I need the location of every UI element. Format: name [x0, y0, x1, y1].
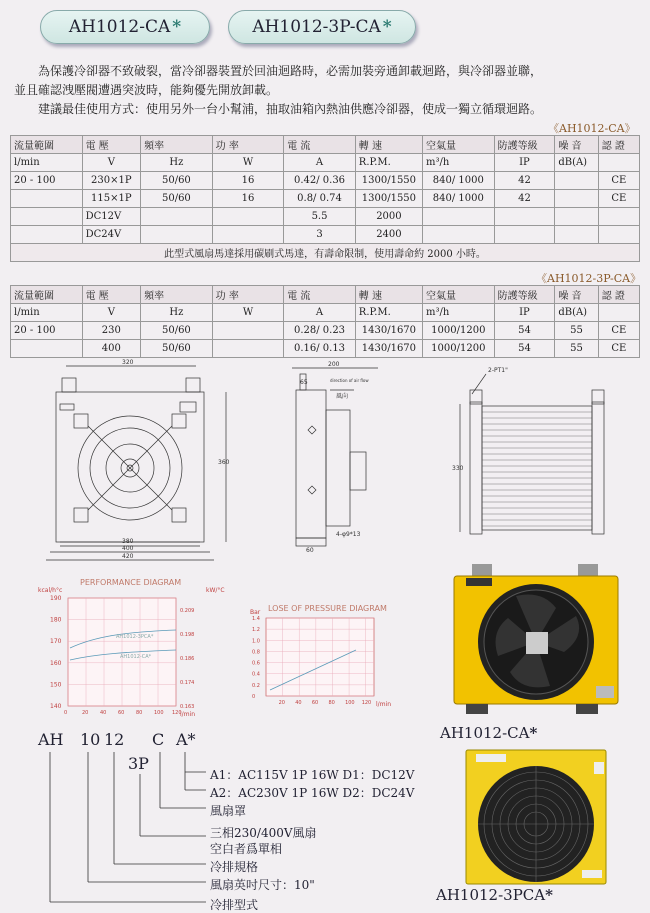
caption-ca-text: AH1012-CA: [440, 724, 530, 742]
intro-line-1: 為保護冷卻器不致破裂，當冷卻器裝置於回油迴路時，必需加裝旁通卸載迴路，與冷卻器並聯，: [38, 64, 543, 78]
side-view: [292, 361, 378, 554]
td: 50/60: [141, 322, 213, 340]
table-row: [11, 172, 640, 190]
intro-line-2: 並且確認洩壓閥遭遇突波時，能夠優先開放卸載。: [14, 83, 279, 97]
th: 空氣量: [423, 286, 495, 304]
dim-front-b2: 400: [122, 545, 134, 552]
table-header-row: [11, 286, 640, 304]
spec-table-ca: [10, 135, 640, 262]
td: 1300/1550: [355, 172, 422, 190]
caption-ca: [440, 724, 537, 742]
th: 防護等級: [494, 136, 555, 154]
pressure-y-tick: 0.6: [252, 660, 260, 667]
dim-front-b1: 380: [122, 538, 134, 545]
model-3pca-label: AH1012-3P-CA: [252, 17, 381, 37]
pressure-x-tick: 80: [328, 700, 335, 706]
model-pill-3pca: [228, 10, 416, 44]
th: 噪 音: [555, 286, 598, 304]
dim-front-b3: 420: [122, 553, 134, 560]
td: [598, 304, 639, 322]
mount-holes-label: 4-φ9*13: [336, 531, 361, 538]
td: [141, 208, 213, 226]
dim-front-top: 320: [122, 359, 134, 366]
td: 5.5: [284, 208, 356, 226]
perf-x-tick: 0: [64, 710, 68, 716]
td: DC24V: [82, 226, 141, 244]
pressure-y-tick: 0: [252, 694, 256, 700]
perf-left-tick: 140: [50, 703, 62, 710]
pressure-x-tick: 100: [345, 700, 355, 706]
td: Hz: [141, 304, 213, 322]
caption-3pca-text: AH1012-3PCA: [436, 886, 546, 904]
th: 頻率: [141, 136, 213, 154]
td: dB(A): [555, 304, 598, 322]
table-note-row: [11, 244, 640, 262]
pressure-y-unit: Bar: [250, 609, 261, 616]
td: 1300/1550: [355, 190, 422, 208]
th: 轉 速: [355, 136, 422, 154]
td: [11, 208, 83, 226]
perf-right-tick: 0.209: [180, 608, 195, 614]
td: Hz: [141, 154, 213, 172]
td: 16: [212, 190, 284, 208]
td: [598, 154, 639, 172]
perf-right-tick: 0.186: [180, 656, 195, 662]
td: V: [82, 154, 141, 172]
td: 0.42/ 0.36: [284, 172, 356, 190]
pressure-y-tick: 1.4: [252, 616, 260, 622]
td: [555, 190, 598, 208]
table-row: [11, 190, 640, 208]
td: IP: [494, 154, 555, 172]
td: 50/60: [141, 172, 213, 190]
perf-right-unit: kW/°C: [206, 587, 225, 594]
th: 頻率: [141, 286, 213, 304]
td: CE: [598, 172, 639, 190]
td: 230: [82, 322, 141, 340]
pressure-x-tick: 60: [311, 700, 319, 706]
td: [11, 226, 83, 244]
td: 115×1P: [82, 190, 141, 208]
td: [212, 322, 284, 340]
single-phase-label: 空白者爲單相: [210, 842, 283, 856]
td: 55: [555, 322, 598, 340]
td: 840/ 1000: [423, 172, 495, 190]
td: 230×1P: [82, 172, 141, 190]
td: [11, 340, 83, 358]
th: 流量範圍: [11, 286, 83, 304]
perf-x-tick: 80: [136, 710, 143, 716]
td: R.P.M.: [355, 154, 422, 172]
td: [423, 226, 495, 244]
perf-left-tick: 180: [50, 616, 62, 624]
code-part-c: C: [152, 730, 165, 749]
perf-right-tick: 0.174: [180, 680, 195, 686]
td: [598, 226, 639, 244]
perf-left-tick: 150: [50, 681, 62, 689]
td: 50/60: [141, 340, 213, 358]
td: 54: [494, 322, 555, 340]
code-part-ah: AH: [38, 730, 64, 749]
dim-side-top: 200: [328, 361, 340, 368]
th: 流量範圍: [11, 136, 83, 154]
perf-right-tick: 0.198: [180, 632, 195, 638]
series-ca-label: AH1012-CA*: [120, 654, 152, 660]
td: [555, 208, 598, 226]
table-row: [11, 226, 640, 244]
model-pill-ca: [40, 10, 210, 44]
td: 55: [555, 340, 598, 358]
model-code-breakdown: [0, 720, 430, 910]
td: 54: [494, 340, 555, 358]
tag-ca: 《AH1012-CA》: [548, 122, 636, 135]
caption-3pca: [436, 886, 553, 904]
td: V: [82, 304, 141, 322]
td: A: [284, 154, 356, 172]
th: 防護等級: [494, 286, 555, 304]
perf-right-tick: 0.163: [180, 704, 195, 710]
td: [494, 226, 555, 244]
td: l/min: [11, 154, 83, 172]
option-a1: A1：AC115V 1P 16W D1：DC12V: [210, 768, 415, 782]
perf-left-tick: 160: [50, 659, 62, 667]
series-3pca-label: AH1012-3PCA*: [116, 634, 154, 640]
tag-3p: 《AH1012-3P-CA》: [536, 272, 642, 285]
code-part-10: 10: [80, 730, 101, 749]
right-view: [452, 367, 604, 534]
perf-x-unit: l/min: [180, 711, 196, 718]
td: m³/h: [423, 304, 495, 322]
td: [423, 208, 495, 226]
td: 0.16/ 0.13: [284, 340, 356, 358]
product-photo-ca: [446, 556, 626, 726]
dim-side-60: 60: [306, 547, 314, 554]
td: DC12V: [82, 208, 141, 226]
td: IP: [494, 304, 555, 322]
table-row: [11, 322, 640, 340]
td: 1000/1200: [423, 322, 495, 340]
perf-left-tick: 190: [50, 595, 62, 602]
th: 認 證: [598, 286, 639, 304]
dim-right-h: 330: [452, 465, 464, 472]
air-flow-cn: 風向: [336, 393, 349, 400]
intro-text: [14, 62, 640, 119]
td: 16: [212, 172, 284, 190]
td: 20 - 100: [11, 322, 83, 340]
pressure-y-tick: 0.2: [252, 682, 260, 689]
table-unit-row: [11, 304, 640, 322]
td: 1430/1670: [355, 340, 422, 358]
perf-left-tick: 170: [50, 638, 62, 646]
product-photo-3pca: [446, 742, 626, 892]
code-part-12: 12: [104, 730, 125, 749]
pressure-x-tick: 40: [295, 700, 302, 706]
table-header-row: [11, 136, 640, 154]
star-mark: *: [529, 724, 538, 742]
model-ca-label: AH1012-CA: [68, 17, 171, 37]
td: [494, 208, 555, 226]
fan-shroud-label: 風扇罩: [210, 804, 247, 818]
th: 空氣量: [423, 136, 495, 154]
td: 20 - 100: [11, 172, 83, 190]
port-label: 2-PT1": [488, 367, 508, 374]
td: 42: [494, 172, 555, 190]
td: 840/ 1000: [423, 190, 495, 208]
perf-x-tick: 40: [100, 710, 107, 716]
pressure-title: LOSE OF PRESSURE DIAGRAM: [268, 604, 387, 613]
td: [11, 190, 83, 208]
pressure-y-tick: 1.0: [252, 638, 260, 645]
pressure-x-unit: l/min: [376, 701, 392, 708]
dim-front-side: 360: [218, 459, 230, 466]
td: W: [212, 154, 284, 172]
fan-size-label: 風扇英吋尺寸：10": [210, 878, 315, 892]
td: CE: [598, 322, 639, 340]
th: 噪 音: [555, 136, 598, 154]
th: 功 率: [212, 136, 284, 154]
td: [555, 172, 598, 190]
table-unit-row: [11, 154, 640, 172]
td: 1000/1200: [423, 340, 495, 358]
perf-x-tick: 120: [172, 710, 182, 716]
intro-line-3: 建議最佳使用方式：使用另外一台小幫浦，抽取油箱內熱油供應冷卻器，使成一獨立循環迴路。: [38, 102, 543, 116]
pressure-chart: [244, 606, 394, 716]
td: [212, 340, 284, 358]
td: 0.28/ 0.23: [284, 322, 356, 340]
th: 電 壓: [82, 286, 141, 304]
option-a2: A2：AC230V 1P 16W D2：DC24V: [210, 786, 415, 800]
code-part-a: A*: [176, 730, 196, 749]
dim-side-65: 65: [300, 379, 308, 386]
table-row: [11, 208, 640, 226]
td: dB(A): [555, 154, 598, 172]
perf-left-unit: kcal/h°c: [38, 587, 63, 594]
td: [598, 208, 639, 226]
td: 2000: [355, 208, 422, 226]
front-view: [46, 359, 230, 560]
td: l/min: [11, 304, 83, 322]
performance-chart: [36, 582, 236, 722]
table-row: [11, 340, 640, 358]
td: [212, 226, 284, 244]
td: A: [284, 304, 356, 322]
td: 1430/1670: [355, 322, 422, 340]
td: m³/h: [423, 154, 495, 172]
core-spec-label: 冷排規格: [210, 860, 259, 874]
code-part-3p: 3P: [128, 754, 149, 773]
air-flow-label: direction of air flow: [330, 378, 369, 383]
perf-x-tick: 60: [118, 710, 125, 716]
pressure-x-tick: 20: [278, 700, 285, 706]
td: R.P.M.: [355, 304, 422, 322]
th: 功 率: [212, 286, 284, 304]
th: 電 流: [284, 136, 356, 154]
pressure-x-tick: 120: [361, 700, 372, 706]
star-mark: *: [382, 17, 392, 37]
dimension-drawings: [0, 356, 650, 576]
td: W: [212, 304, 284, 322]
td: CE: [598, 340, 639, 358]
th: 電 流: [284, 286, 356, 304]
perf-x-tick: 20: [82, 710, 89, 716]
core-type-label: 冷排型式: [210, 898, 259, 912]
td: 50/60: [141, 190, 213, 208]
td: 0.8/ 0.74: [284, 190, 356, 208]
motor-life-note: 此型式風扇馬達採用碳刷式馬達，有壽命限制，使用壽命約 2000 小時。: [11, 244, 640, 262]
td: 2400: [355, 226, 422, 244]
th: 轉 速: [355, 286, 422, 304]
pressure-y-tick: 0.4: [252, 671, 260, 678]
td: [555, 226, 598, 244]
spec-table-3p: [10, 285, 640, 358]
th: 電 壓: [82, 136, 141, 154]
td: 42: [494, 190, 555, 208]
td: CE: [598, 190, 639, 208]
td: [141, 226, 213, 244]
star-mark: *: [545, 886, 553, 904]
th: 認 證: [598, 136, 639, 154]
perf-x-tick: 100: [154, 710, 164, 716]
pressure-y-tick: 0.8: [252, 649, 260, 656]
three-phase-label: 三相230/400V風扇: [210, 826, 317, 840]
pressure-y-tick: 1.2: [252, 627, 260, 634]
td: [212, 208, 284, 226]
td: 400: [82, 340, 141, 358]
td: 3: [284, 226, 356, 244]
star-mark: *: [172, 17, 182, 37]
perf-title: PERFORMANCE DIAGRAM: [80, 578, 182, 587]
